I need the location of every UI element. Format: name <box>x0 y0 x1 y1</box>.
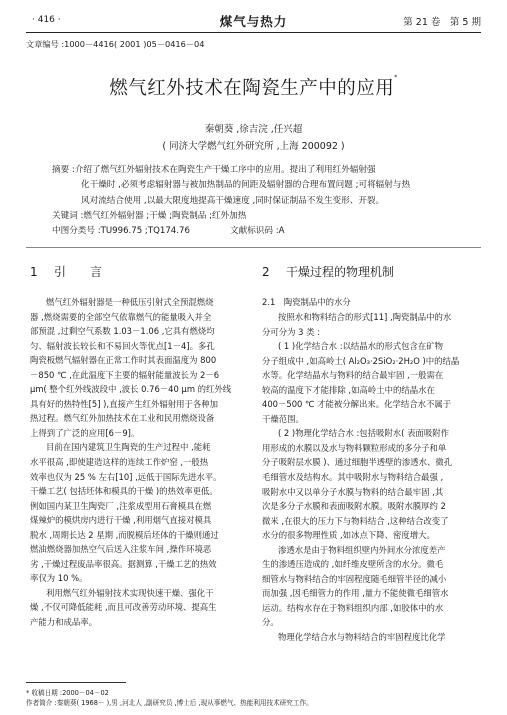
text-line: 燃气红外辐射器是一种低压引射式全预混燃烧 <box>46 297 214 307</box>
section-2-heading <box>262 263 394 280</box>
abstract-rule <box>26 247 481 248</box>
paper-title-text: 燃气红外技术在陶瓷生产中的应用 <box>109 78 395 99</box>
text-line: 燥 ,不仅可降低能耗 ,而且可改善劳动环境、提高生 <box>30 602 217 613</box>
page-number: · 416 · <box>32 15 61 25</box>
header-rule <box>26 32 481 33</box>
text-line: 物理化学结合水与物料结合的牢固程度比化学 <box>278 632 446 643</box>
text-line: 干燥工艺( 包括坯体和模具的干燥 )的热效率更低。 <box>30 486 218 497</box>
text-line: 分子吸附层水膜 )、通过细胞半透壁的渗透水、微孔 <box>262 457 453 468</box>
text-line: 水等。化学结晶水与物料的结合最牢固 ,一般需在 <box>262 370 444 381</box>
text-line: －850 ℃ ,在此温度下主要的辐射能量波长为 2－6 <box>30 369 220 380</box>
section-2-number: 2 <box>262 265 270 279</box>
abstract-line: 摘要 :介绍了燃气红外辐射技术在陶瓷生产干燥工序中的应用。提出了利用红外辐射强 <box>52 165 376 175</box>
text-line: 水平很高 ,即使建造这样的连续工作炉窑 ,一般热 <box>30 457 209 468</box>
affiliation: ( 同济大学燃气红外研究所 ,上海 200092 ) <box>162 141 345 152</box>
footnote-rule <box>26 682 126 683</box>
text-line: 目前在国内建筑卫生陶瓷的生产过程中 ,能耗 <box>46 442 211 453</box>
text-line: 利用燃气红外辐射技术实现快速干燥、强化干 <box>46 587 214 598</box>
right-column-body <box>262 310 482 645</box>
text-line: 燃油燃烧器加热空气后送入注浆车间 ,操作环境恶 <box>30 544 212 555</box>
title-footnote-mark: * <box>394 74 398 81</box>
text-line: 按照水和物料结合的形式[11] ,陶瓷制品中的水 <box>278 312 452 322</box>
text-line: 产能力和成品率。 <box>30 617 97 628</box>
text-line: ( 1 )化学结合水 :以结晶水的形式包含在矿物 <box>278 341 444 352</box>
subsection-title: 2.1 陶瓷制品中的水分 <box>262 297 351 307</box>
clc-number: 中图分类号 :TU996.75 ;TQ174.76 <box>52 226 190 236</box>
authors: 秦朝葵 ,徐吉浣 ,任兴超 <box>204 124 303 135</box>
text-line: 劣 ,干燥过程废品率很高。据测算 ,干燥工艺的热效 <box>30 558 217 569</box>
text-line: 分子组成中 ,如高岭土( Al₂O₃·2SiO₂·2H₂O )中的结晶 <box>262 355 460 366</box>
section-1-number: 1 <box>30 265 38 279</box>
text-line: 器 ,燃烧需要的全部空气依靠燃气的能量吸入并全 <box>30 311 212 322</box>
text-line: 渗透水是由于物料组织壁内外间水分浓度差产 <box>278 544 446 555</box>
paper-title <box>0 74 507 100</box>
left-column-body <box>30 295 250 630</box>
abstract-line: 化干燥时 ,必须考虑辐射器与被加热制品的间距及辐射器的合理布置问题 ;可将辐射与热 <box>81 180 411 191</box>
running-header <box>26 12 481 30</box>
text-line: ( 2 )物理化学结合水 :包括吸附水( 表面吸附作 <box>278 428 449 439</box>
abstract <box>52 163 464 209</box>
text-line: 干燥范围。 <box>262 413 304 424</box>
section-2-title: 干燥过程的物理机制 <box>286 265 395 279</box>
text-line: μm( 整个红外线波段中 ,波长 0.76－40 μm 的红外线 <box>30 384 232 395</box>
text-line: 吸附水中又以单分子水膜与物料的结合最牢固 ,其 <box>262 486 444 497</box>
classification-line <box>52 224 285 236</box>
text-line: 率仅为 10 %。 <box>30 573 88 584</box>
text-line: 而加强 ,因毛细管力的作用 ,量力不能使微毛细管水 <box>262 588 449 599</box>
text-line: 煤辣炉的模烘房内进行干燥 ,利用烟气直接对模具 <box>30 515 212 526</box>
section-1-title: 引 言 <box>54 265 103 279</box>
keywords: 关键词 :燃气红外辐射器 ;干燥 ;陶瓷制品 ;红外加热 <box>52 211 247 221</box>
document-code: 文献标识码 :A <box>230 226 285 236</box>
text-line: 分可分为 3 类 : <box>262 326 321 337</box>
text-line: 分。 <box>262 617 279 628</box>
text-line: 水分的很多物理性质 ,如冰点下降、密度增大。 <box>262 530 435 541</box>
footnote-author: 作者简介 :秦朝葵( 1968－ ),男 ,河北人 ,副研究员 ,博士后 ,现从事燃气、热能利用技术研究工作。 <box>26 699 313 707</box>
text-line: 较高的温度下才能排除 ,如高岭土中的结晶水在 <box>262 384 435 395</box>
text-line: 例如国内某卫生陶瓷厂 ,注浆成型用石膏模具在燃 <box>30 500 212 511</box>
text-line: 热过程。燃气红外加热技术在工业和民用燃烧设备 <box>30 413 215 424</box>
subsection-2-1-heading <box>262 295 482 310</box>
text-line: 部预混 ,过剩空气系数 1.03－1.06 ,它具有燃烧均 <box>30 326 215 337</box>
text-line: 上得到了广泛的应用[6－9]。 <box>30 427 140 438</box>
text-line: 400－500 ℃ 才能被分解出来。化学结合水不属于 <box>262 399 452 410</box>
text-line: 具有好的热特性[5] ),直接产生红外辐射用于各种加 <box>30 398 218 409</box>
text-line: 用形成的水膜以及水与物料颗粒形成的多分子和单 <box>262 442 447 453</box>
text-line: 次是多分子水膜和表面吸附水膜。吸附水膜厚约 2 <box>262 501 446 512</box>
text-line: 细管水与物料结合的牢固程度随毛细管半径的减小 <box>262 573 447 584</box>
text-line: 生的渗透压造成的 ,如纤维皮壁所含的水分。微毛 <box>262 559 444 570</box>
section-1-heading <box>30 263 102 280</box>
abstract-line: 风对流结合使用 ,以最大限度地提高干燥速度 ,同时保证制品不发生变形、开裂。 <box>81 195 385 206</box>
text-line: 毛细管水及结构水。其中吸附水与物料结合最强 , <box>262 472 444 483</box>
text-line: 效率也仅为 25 % 左右[10] ,远低于国际先进水平。 <box>30 471 222 482</box>
text-line: 脱水 ,周期长达 2 星期 ,而脱模后坯体的干燥则通过 <box>30 529 219 540</box>
text-line: 运动。结构水存在于物料组织内部 ,如胶体中的水 <box>262 602 444 613</box>
article-number: 文章编号 :1000－4416( 2001 )05－0416－04 <box>26 39 205 49</box>
volume-issue: 第 21 卷 第 5 期 <box>403 17 481 28</box>
text-line: 匀、辐射波长较长和不易回火等优点[1－4]。多孔 <box>30 340 215 351</box>
footnote-received: * 收稿日期 :2000－04－02 <box>26 689 109 697</box>
journal-name: 煤气与热力 <box>219 14 288 29</box>
text-line: 陶瓷板燃气辐射器在正常工作时其表面温度为 800 <box>30 355 217 366</box>
text-line: 微米 ,在很大的压力下与物料结合 ,这种结合改变了 <box>262 515 449 526</box>
